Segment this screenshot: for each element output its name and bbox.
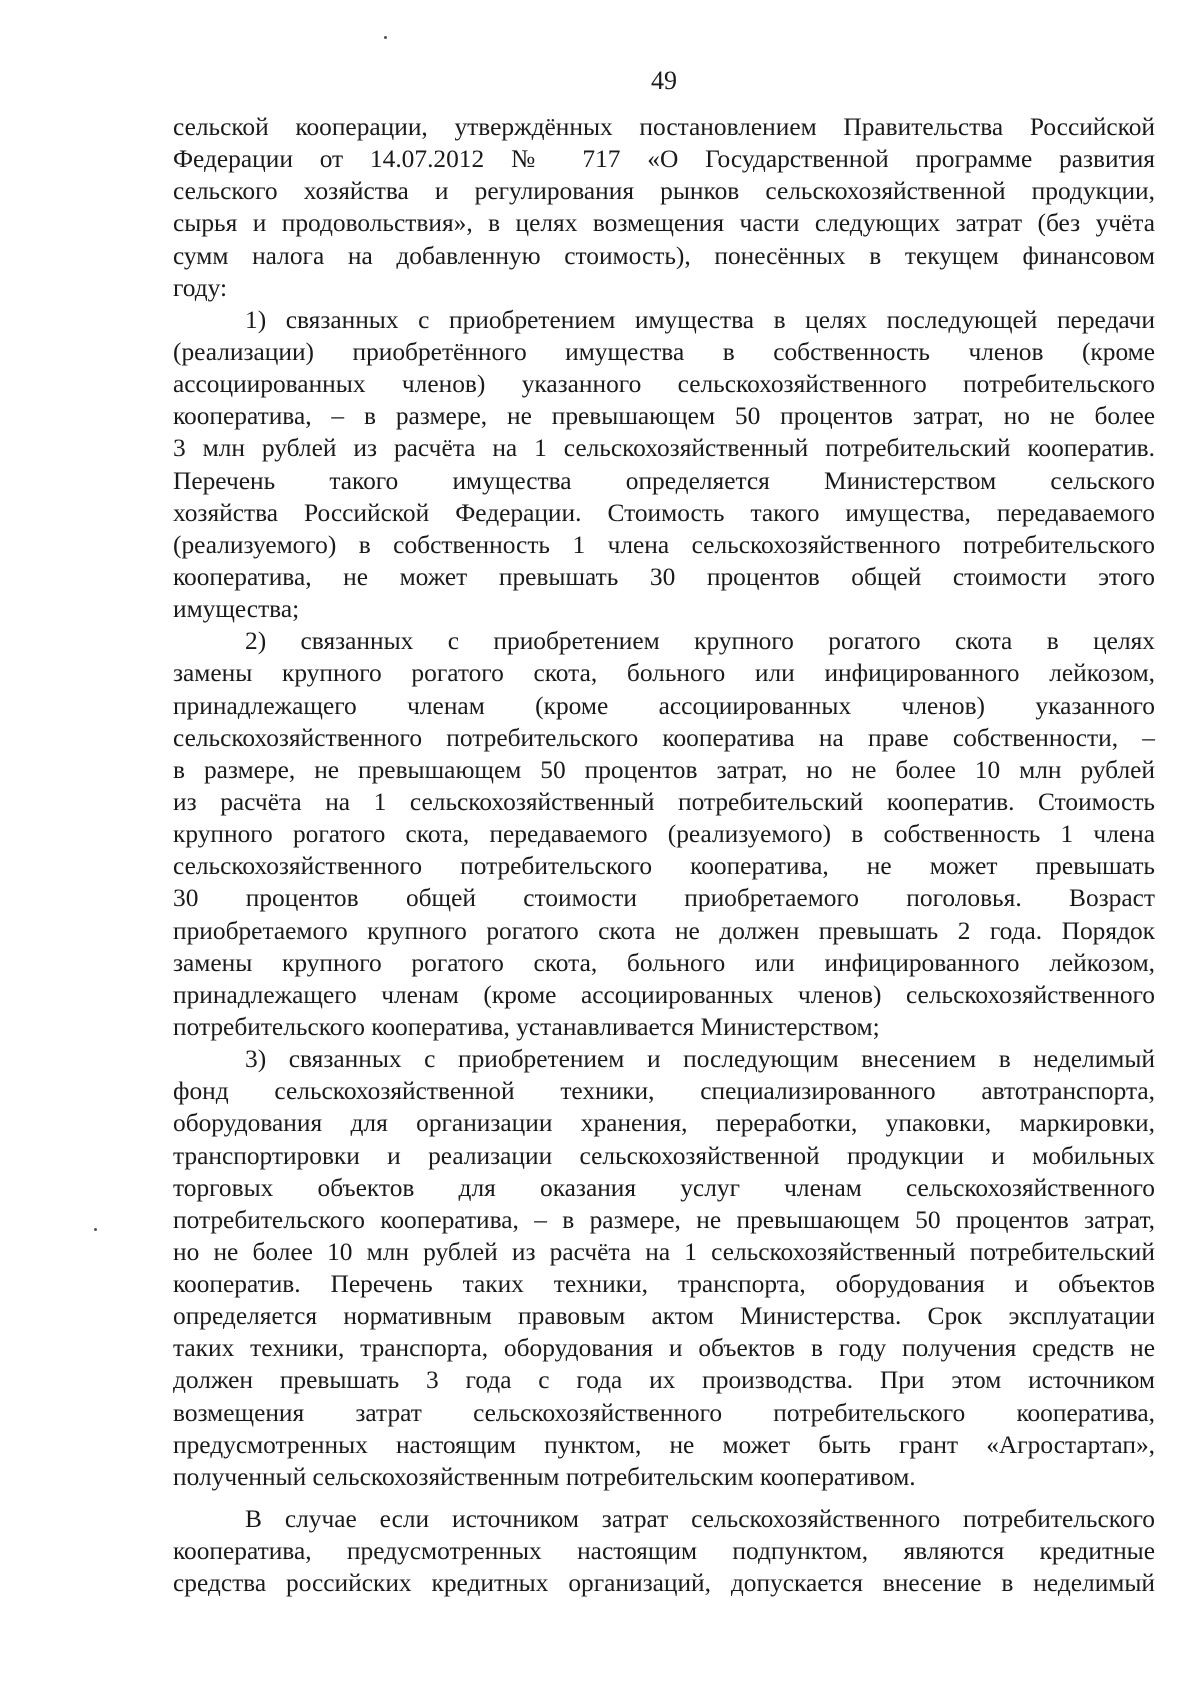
text-line: средства российских кредитных организаций, допускается внесение в неделимый <box>173 1569 1155 1598</box>
text-line: транспортировки и реализации сельскохозяйственной продукции и мобильных <box>173 1141 1155 1170</box>
text-line: замены крупного рогатого скота, больного или инфицированного лейкозом, <box>173 659 1155 688</box>
text-line: (реализуемого) в собственность 1 члена сельскохозяйственного потребительского <box>173 530 1155 559</box>
text-line: оборудования для организации хранения, переработки, упаковки, маркировки, <box>173 1109 1155 1138</box>
document-body <box>173 111 1155 1599</box>
text-line: кооператива, предусмотренных настоящим подпунктом, являются кредитные <box>173 1537 1155 1566</box>
text-line: в размере, не превышающем 50 процентов затрат, но не более 10 млн рублей <box>173 755 1155 784</box>
text-line: должен превышать 3 года с года их производства. При этом источником <box>173 1366 1155 1395</box>
text-line: полученный сельскохозяйственным потребительским кооперативом. <box>173 1462 916 1491</box>
text-line: 30 процентов общей стоимости приобретаемого поголовья. Возраст <box>173 884 1155 913</box>
text-line: торговых объектов для оказания услуг членам сельскохозяйственного <box>173 1173 1155 1202</box>
text-line: сумм налога на добавленную стоимость), понесённых в текущем финансовом <box>173 241 1155 270</box>
text-line: сельского хозяйства и регулирования рынков сельскохозяйственной продукции, <box>173 177 1155 206</box>
paragraph-gap <box>173 1493 1155 1503</box>
text-line: принадлежащего членам (кроме ассоциированных членов) сельскохозяйственного <box>173 980 1155 1009</box>
text-line: В случае если источником затрат сельскохозяйственного потребительского <box>245 1505 1155 1534</box>
text-line: хозяйства Российской Федерации. Стоимость такого имущества, передаваемого <box>173 498 1155 527</box>
text-line: году: <box>173 273 228 302</box>
text-line: потребительского кооператива, – в размере, не превышающем 50 процентов затрат, <box>173 1205 1155 1234</box>
text-line: крупного рогатого скота, передаваемого (реализуемого) в собственность 1 члена <box>173 820 1155 849</box>
scan-speck <box>94 1228 97 1231</box>
scan-speck <box>384 36 387 39</box>
text-line: имущества; <box>173 595 300 624</box>
text-line: предусмотренных настоящим пунктом, не может быть грант «Агростартап», <box>173 1430 1155 1459</box>
text-line: кооператива, не может превышать 30 процентов общей стоимости этого <box>173 562 1155 591</box>
text-line: сельскохозяйственного потребительского кооператива, не может превышать <box>173 852 1155 881</box>
text-line: 3) связанных с приобретением и последующим внесением в неделимый <box>245 1045 1155 1074</box>
text-line: таких техники, транспорта, оборудования и объектов в году получения средств не <box>173 1334 1155 1363</box>
text-line: фонд сельскохозяйственной техники, специализированного автотранспорта, <box>173 1077 1155 1106</box>
text-line: кооператива, – в размере, не превышающем 50 процентов затрат, но не более <box>173 402 1155 431</box>
text-line: Перечень такого имущества определяется Министерством сельского <box>173 466 1155 495</box>
text-line: кооператив. Перечень таких техники, транспорта, оборудования и объектов <box>173 1270 1155 1299</box>
text-line: 1) связанных с приобретением имущества в целях последующей передачи <box>245 305 1155 334</box>
text-line: потребительского кооператива, устанавливается Министерством; <box>173 1012 880 1041</box>
text-line: сельскохозяйственного потребительского кооператива на праве собственности, – <box>173 723 1155 752</box>
text-line: из расчёта на 1 сельскохозяйственный потребительский кооператив. Стоимость <box>173 787 1155 816</box>
text-line: замены крупного рогатого скота, больного или инфицированного лейкозом, <box>173 948 1155 977</box>
document-page <box>173 0 1155 1695</box>
text-line: 3 млн рублей из расчёта на 1 сельскохозяйственный потребительский кооператив. <box>173 434 1155 463</box>
text-line: возмещения затрат сельскохозяйственного потребительского кооператива, <box>173 1398 1155 1427</box>
text-line: но не более 10 млн рублей из расчёта на 1 сельскохозяйственный потребительский <box>173 1237 1155 1266</box>
text-line: сельской кооперации, утверждённых постановлением Правительства Российской <box>173 113 1155 141</box>
text-line: (реализации) приобретённого имущества в собственность членов (кроме <box>173 337 1155 366</box>
text-line: 2) связанных с приобретением крупного рогатого скота в целях <box>245 627 1155 656</box>
text-line: определяется нормативным правовым актом Министерства. Срок эксплуатации <box>173 1302 1155 1331</box>
text-line: сырья и продовольствия», в целях возмещения части следующих затрат (без учёта <box>173 209 1155 238</box>
text-line: приобретаемого крупного рогатого скота не должен превышать 2 года. Порядок <box>173 916 1155 945</box>
text-line: ассоциированных членов) указанного сельскохозяйственного потребительского <box>173 370 1155 399</box>
text-line: принадлежащего членам (кроме ассоциированных членов) указанного <box>173 691 1155 720</box>
text-line: Федерации от 14.07.2012 № 717 «О Государственной программе развития <box>173 145 1155 174</box>
page-number: 49 <box>651 66 677 95</box>
